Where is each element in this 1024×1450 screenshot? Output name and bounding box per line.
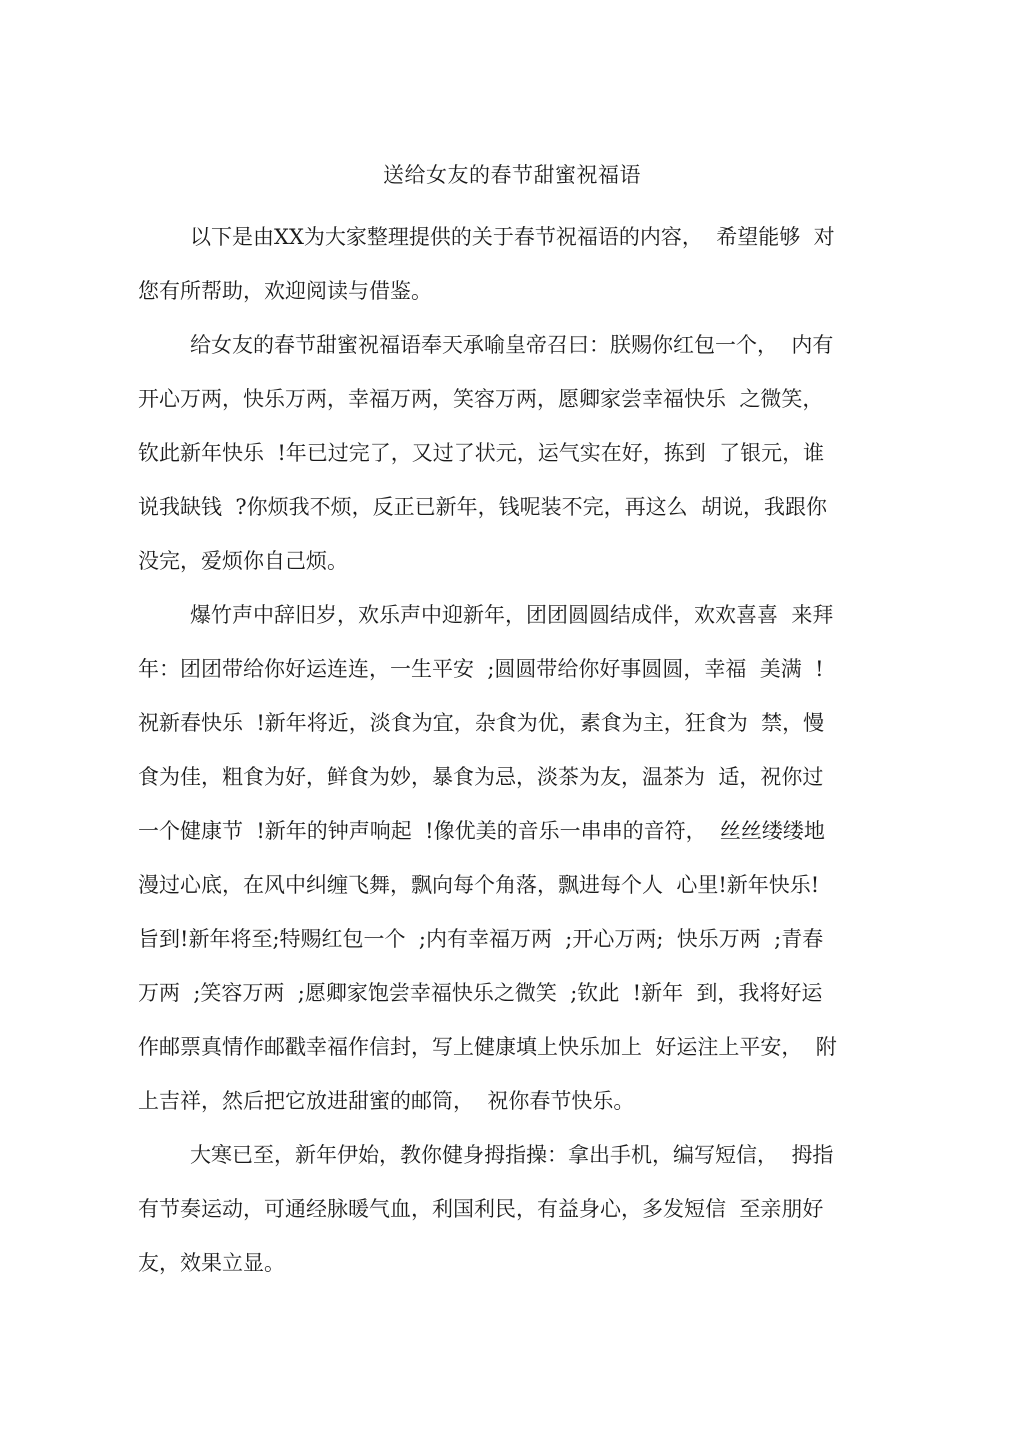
paragraph-line: 有节奏运动，可通经脉暖气血，利国利民，有益身心，多发短信 至亲朋好 [138, 1197, 824, 1221]
paragraph-line: 开心万两，快乐万两，幸福万两，笑容万两，愿卿家尝幸福快乐 之微笑， [138, 387, 824, 411]
paragraph-line: 上吉祥，然后把它放进甜蜜的邮筒， 祝你春节快乐。 [138, 1089, 635, 1113]
paragraph-line: 漫过心底，在风中纠缠飞舞，飘向每个角落，飘进每个人 心里!新年快乐! [138, 873, 820, 897]
paragraph-line: 祝新春快乐 !新年将近，淡食为宜，杂食为优，素食为主，狂食为 禁，慢 [138, 711, 825, 735]
paragraph-line: 以下是由XX为大家整理提供的关于春节祝福语的内容， 希望能够 对 [190, 225, 835, 249]
paragraph-imperial-decree [138, 318, 878, 588]
paragraph-line: 一个健康节 !新年的钟声响起 !像优美的音乐一串串的音符， 丝丝缕缕地 [138, 819, 825, 843]
paragraph-line: 旨到!新年将至;特赐红包一个 ;内有幸福万两 ;开心万两; 快乐万两 ;青春 [138, 927, 824, 951]
paragraph-line: 大寒已至，新年伊始，教你健身拇指操：拿出手机，编写短信， 拇指 [190, 1143, 834, 1167]
paragraph-intro [138, 210, 878, 318]
paragraph-line: 万两 ;笑容万两 ;愿卿家饱尝幸福快乐之微笑 ;钦此 !新年 到，我将好运 [138, 981, 823, 1005]
paragraph-line: 说我缺钱 ?你烦我不烦，反正已新年，钱呢装不完，再这么 胡说，我跟你 [138, 495, 827, 519]
paragraph-line: 食为佳，粗食为好，鲜食为妙，暴食为忌，淡茶为友，温茶为 适，祝你过 [138, 765, 824, 789]
paragraph-firecrackers [138, 588, 878, 1128]
paragraph-thumb-exercise [138, 1128, 878, 1290]
paragraph-line: 友，效果立显。 [138, 1251, 285, 1275]
paragraph-line: 钦此新年快乐 !年已过完了，又过了状元，运气实在好，拣到 了银元，谁 [138, 441, 825, 465]
paragraph-line: 您有所帮助，欢迎阅读与借鉴。 [138, 279, 432, 303]
paragraph-line: 给女友的春节甜蜜祝福语奉天承喻皇帝召曰：朕赐你红包一个， 内有 [190, 333, 834, 357]
paragraph-line: 作邮票真情作邮戳幸福作信封，写上健康填上快乐加上 好运注上平安， 附 [138, 1035, 837, 1059]
paragraph-line: 没完，爱烦你自己烦。 [138, 549, 348, 573]
document-body [138, 210, 878, 1290]
paragraph-line: 年：团团带给你好运连连，一生平安 ;圆圆带给你好事圆圆，幸福 美满 ! [138, 657, 824, 681]
paragraph-line: 爆竹声中辞旧岁，欢乐声中迎新年，团团圆圆结成伴，欢欢喜喜 来拜 [190, 603, 834, 627]
document-title: 送给女友的春节甜蜜祝福语 [383, 163, 641, 187]
